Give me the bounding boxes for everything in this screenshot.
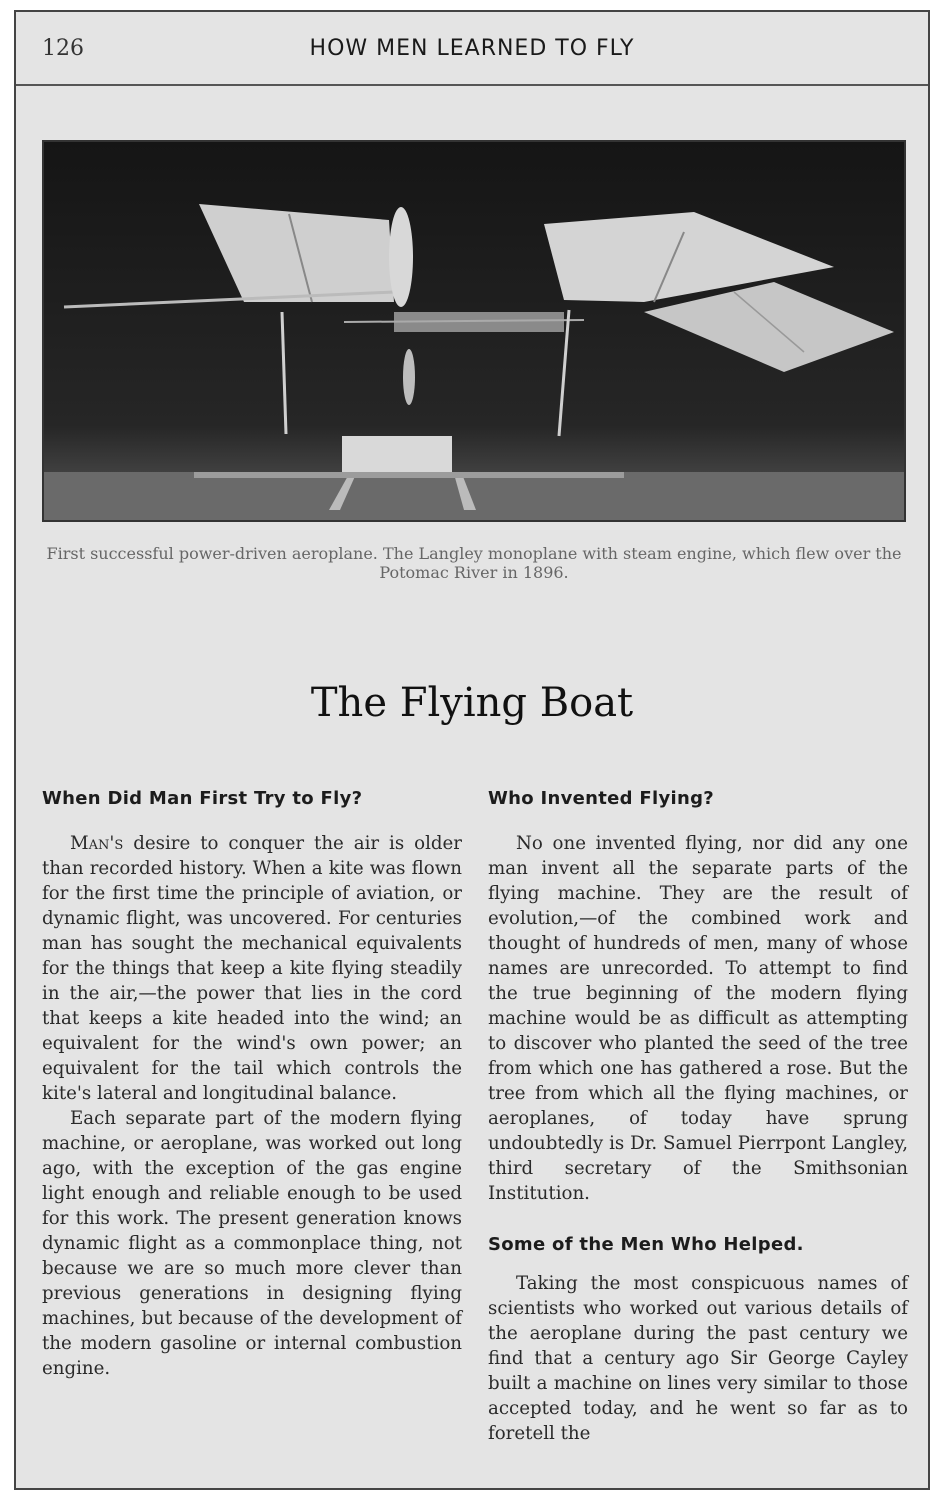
page-header (16, 12, 928, 86)
paragraph: Taking the most conspicuous names of scientists who worked out various details of the aeroplane during the past century we find that a century ago Sir George Cayley built a machine on lines very similar to those accepted today, and he went so far as to foretell the (488, 1273, 908, 1444)
paragraph-text: desire to conquer the air is older than recorded history. When a kite was flown for the first time the principle of aviation, or dynamic flight, was uncovered. For centuries man has sought the mechanical equivalents for the things that keep a kite flying steadily in the air,—the power that lies in the cord that keeps a kite headed into the wind; an equivalent for the wind's own power; an equivalent for the tail which controls the kite's lateral and longitudinal balance. (42, 833, 462, 1104)
section-heading-first-try: When Did Man First Try to Fly? (42, 788, 363, 809)
langley-monoplane-photo (42, 140, 906, 522)
section-heading-who-invented: Who Invented Flying? (488, 788, 715, 809)
article-title: The Flying Boat (310, 680, 634, 726)
figure-caption: First successful power-driven aeroplane. The Langley monoplane with steam engine, which flew over the Potomac River in 1896. (46, 544, 902, 582)
right-column (488, 788, 908, 1446)
page-number: 126 (42, 36, 84, 61)
book-page (14, 10, 930, 1490)
paragraph: No one invented flying, nor did any one man invent all the separate parts of the flying machine. They are the result of evolution,—of the combined work and thought of hundreds of men, many of whose names are unrecorded. To attempt to find the true beginning of the modern flying machine would be as difficult as attempting to discover who planted the seed of the tree from which one has gathered a rose. But the tree from which all the flying machines, or aeroplanes, of today have sprung undoubtedly is Dr. Samuel Pierrpont Langley, third secretary of the Smithsonian Institution. (488, 833, 908, 1204)
running-title: HOW MEN LEARNED TO FLY (309, 36, 635, 61)
section-heading-men-who-helped: Some of the Men Who Helped. (488, 1234, 804, 1255)
drop-lead-word: Man's (70, 833, 124, 854)
paragraph (42, 831, 462, 1106)
left-column (42, 788, 462, 1381)
paragraph: Each separate part of the modern flying machine, or aeroplane, was worked out long ago, with the exception of the gas engine light enough and reliable enough to be used for this work. The present generation knows dynamic flight as a commonplace thing, not because we are so much more clever than previous generations in designing flying machines, but because of the development of the modern gasoline or internal combustion engine. (42, 1108, 462, 1379)
